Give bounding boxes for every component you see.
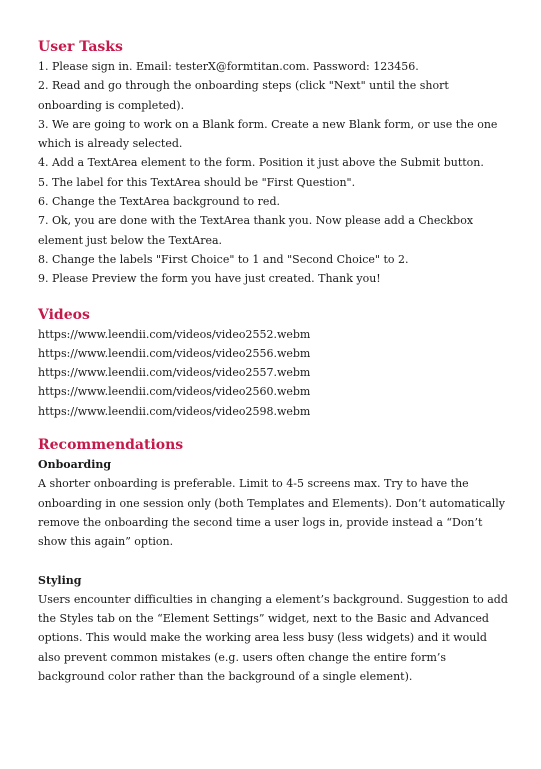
task-item: 2. Read and go through the onboarding steps (click "Next" until the short onboarding is completed).: [38, 79, 449, 112]
task-item: 1. Please sign in. Email: testerX@formtitan.com. Password: 123456.: [38, 60, 419, 73]
videos-list: [38, 325, 508, 421]
video-link[interactable]: https://www.leendii.com/videos/video2557.webm: [38, 366, 311, 380]
task-item: 3. We are going to work on a Blank form. Create a new Blank form, or use the one which is already selected.: [38, 117, 498, 151]
recommendations-heading: Recommendations: [38, 437, 184, 454]
videos-heading: Videos: [38, 306, 90, 323]
video-link[interactable]: https://www.leendii.com/videos/video2552.webm: [38, 327, 311, 341]
task-item: 4. Add a TextArea element to the form. Position it just above the Submit button.: [38, 156, 484, 170]
styling-subheading: Styling: [38, 573, 82, 587]
task-item: 8. Change the labels "First Choice" to 1 and "Second Choice" to 2.: [38, 252, 409, 266]
task-item: 7. Ok, you are done with the TextArea thank you. Now please add a Checkbox element just below the TextArea.: [38, 214, 474, 247]
task-item: 6. Change the TextArea background to red.: [38, 195, 280, 209]
video-link[interactable]: https://www.leendii.com/videos/video2556.webm: [38, 346, 311, 360]
task-item: 9. Please Preview the form you have just created. Thank you!: [38, 272, 381, 286]
document-page: [38, 38, 508, 686]
user-tasks-list: [38, 57, 508, 289]
video-link[interactable]: https://www.leendii.com/videos/video2598.webm: [38, 404, 311, 418]
onboarding-subheading: Onboarding: [38, 458, 112, 472]
styling-paragraph: Users encounter difficulties in changing a element’s background. Suggestion to add the Styles tab on the “Element Settings” widget, next to the Basic and Advanced options. This would make the working area less busy (less widgets) and it would also prevent common mistakes (e.g. users often change the entire form’s background color rather than the background of a single element).: [38, 592, 508, 684]
task-item: 5. The label for this TextArea should be "First Question".: [38, 175, 356, 189]
video-link[interactable]: https://www.leendii.com/videos/video2560.webm: [38, 385, 311, 399]
onboarding-paragraph: A shorter onboarding is preferable. Limit to 4-5 screens max. Try to have the onboarding in one session only (both Templates and Elements). Don’t automatically remove the onboarding the second time a user logs in, provide instead a “Don’t show this again” option.: [38, 477, 505, 549]
user-tasks-heading: User Tasks: [38, 39, 123, 55]
